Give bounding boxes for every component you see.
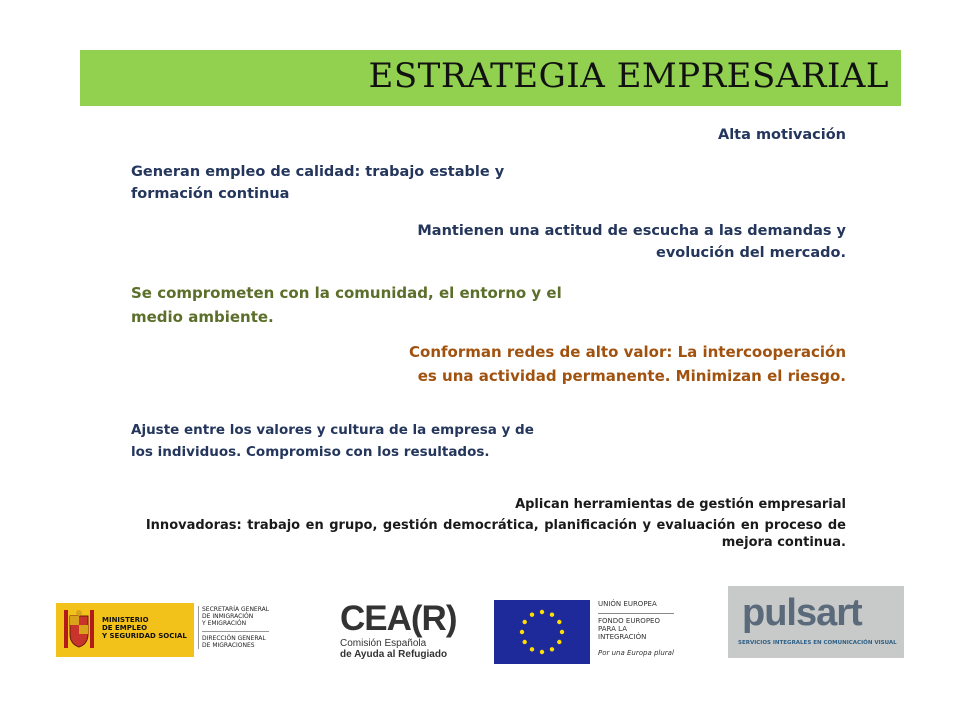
pulsart-tagline: SERVICIOS INTEGRALES EN COMUNICACIÓN VISUAL <box>738 640 897 646</box>
redes-text: Conforman redes de alto valor: La intercooperación es una actividad permanente. Minimizan el riesgo. <box>409 343 846 385</box>
ministerio-logo <box>56 603 286 657</box>
coat-of-arms-icon <box>60 608 98 652</box>
pulsart-logo <box>728 586 904 658</box>
eu-text: UNIÓN EUROPEA FONDO EUROPEO PARA LA INTEGRACIÓN Por una Europa plural <box>598 600 674 657</box>
cear-logo <box>340 600 460 662</box>
secretaria-text: SECRETARÍA GENERAL DE INMIGRACIÓN Y EMIGRACIÓN DIRECCIÓN GENERAL DE MIGRACIONES <box>198 606 269 649</box>
ajuste-text: Ajuste entre los valores y cultura de la empresa y de los individuos. Compromiso con los resultados. <box>131 422 534 460</box>
ministerio-text: MINISTERIO DE EMPLEO Y SEGURIDAD SOCIAL <box>102 616 187 640</box>
slide-title: ESTRATEGIA EMPRESARIAL <box>368 56 889 96</box>
cear-wordmark: CEA(R) <box>340 599 457 638</box>
herramientas-text: Aplican herramientas de gestión empresarial Innovadoras: trabajo en grupo, gestión democrática, planificación y evaluación en proceso de mejora continua. <box>145 497 846 550</box>
pulsart-wordmark: pulsart <box>742 592 862 634</box>
cear-subtitle: Comisión Española de Ayuda al Refugiado <box>340 638 448 660</box>
comunidad-text: Se comprometen con la comunidad, el entorno y el medio ambiente. <box>131 284 562 326</box>
empleo-text: Generan empleo de calidad: trabajo estable y formación continua <box>131 164 505 202</box>
alta-motivacion: Alta motivación <box>717 127 846 143</box>
eu-logo <box>494 598 694 662</box>
eu-flag-icon <box>494 600 590 664</box>
title-bar <box>80 50 901 106</box>
escucha-text: Mantienen una actitud de escucha a las demandas y evolución del mercado. <box>417 223 846 261</box>
